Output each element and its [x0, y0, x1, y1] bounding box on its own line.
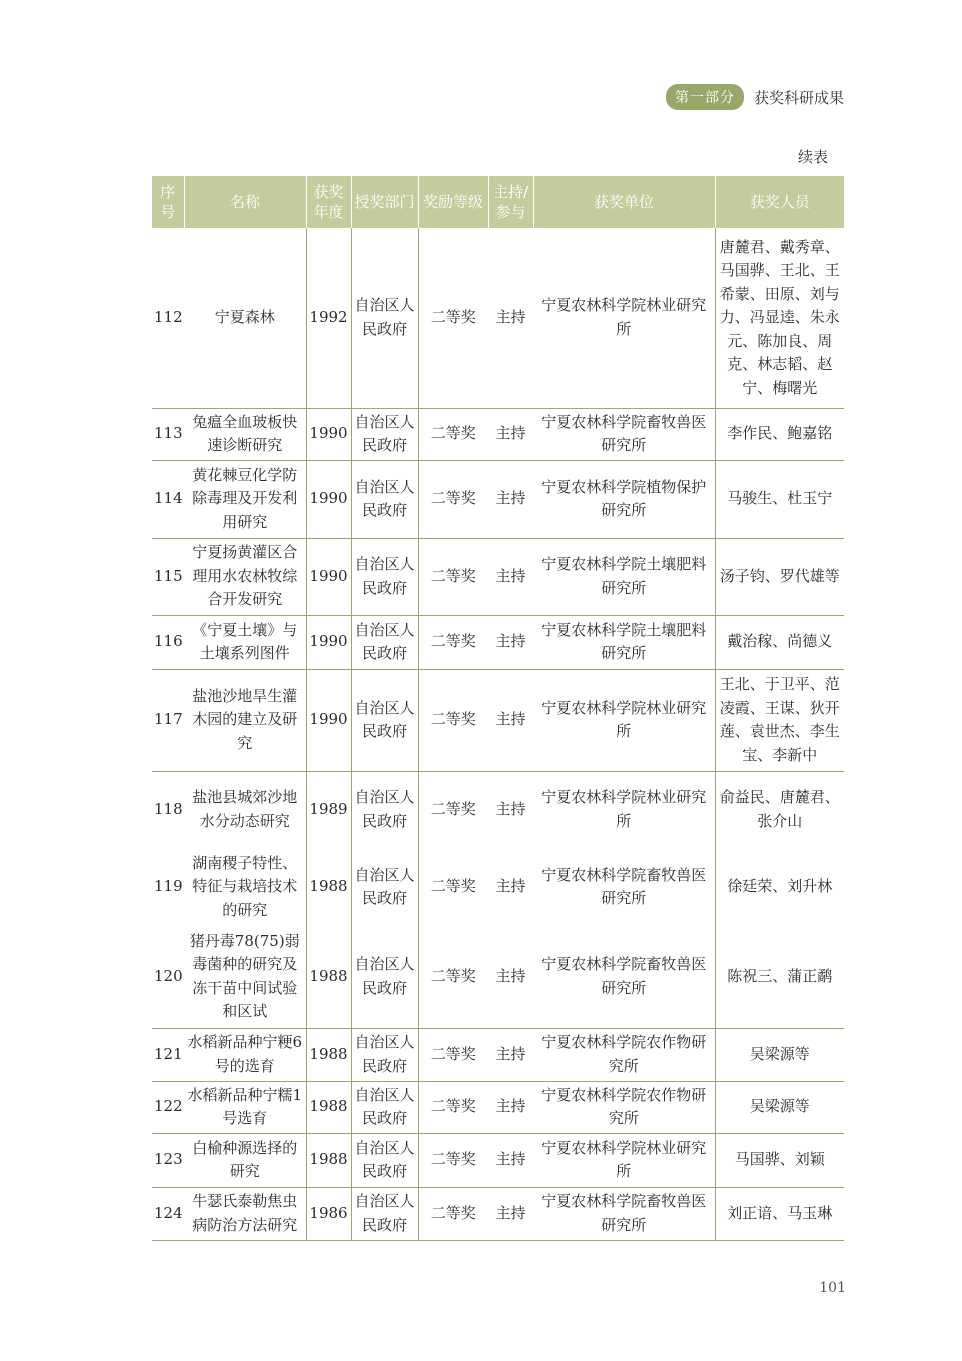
col-header: 授奖部门 [351, 176, 418, 228]
personnel: 马国骅、刘颖 [715, 1133, 844, 1187]
project-name: 水稻新品种宁糯1号选育 [184, 1081, 306, 1133]
award-year: 1990 [306, 408, 351, 460]
project-name: 宁夏森林 [184, 228, 306, 408]
award-year: 1988 [306, 1133, 351, 1187]
unit: 宁夏农林科学院畜牧兽医研究所 [541, 865, 707, 907]
award-level: 二等奖 [418, 1028, 488, 1081]
role: 主持 [488, 538, 533, 615]
row-number: 119 [154, 877, 183, 896]
project-name: 兔瘟全血玻板快速诊断研究 [184, 408, 306, 460]
unit: 宁夏农林科学院农作物研究所 [533, 1028, 715, 1081]
table-row [152, 926, 844, 1028]
personnel: 李作民、鲍嘉铭 [715, 408, 844, 460]
running-header [666, 84, 844, 110]
table-row [152, 1028, 844, 1081]
unit: 宁夏农林科学院林业研究所 [533, 228, 715, 408]
row-number: 114 [152, 460, 184, 538]
award-year: 1988 [306, 926, 351, 1028]
project-name: 白榆种源选择的研究 [184, 1133, 306, 1187]
table-row [152, 1133, 844, 1187]
row-number: 122 [152, 1081, 184, 1133]
award-year: 1988 [306, 1028, 351, 1081]
awarding-body: 自治区人民政府 [351, 615, 418, 669]
unit: 宁夏农林科学院林业研究所 [533, 669, 715, 771]
unit: 宁夏农林科学院畜牧兽医研究所 [533, 408, 715, 460]
project-name: 《宁夏土壤》与土壤系列图件 [184, 615, 306, 669]
award-level: 二等奖 [418, 228, 488, 408]
role: 主持 [488, 408, 533, 460]
page-number: 101 [819, 1280, 846, 1296]
project-name: 盐池沙地旱生灌木园的建立及研究 [184, 669, 306, 771]
award-year: 1990 [306, 615, 351, 669]
award-level: 二等奖 [418, 1081, 488, 1133]
award-year: 1990 [306, 538, 351, 615]
continued-label: 续表 [797, 148, 828, 166]
role: 主持 [488, 228, 533, 408]
award-level: 二等奖 [418, 669, 488, 771]
personnel: 汤子钧、罗代雄等 [715, 538, 844, 615]
project-name: 湖南稷子特性、特征与栽培技术的研究 [192, 853, 298, 919]
award-level: 二等奖 [418, 771, 488, 848]
role: 主持 [488, 615, 533, 669]
personnel: 王北、于卫平、范凌霞、王谋、狄开莲、袁世杰、李生宝、李新中 [715, 669, 844, 771]
unit: 宁夏农林科学院畜牧兽医研究所 [533, 1187, 715, 1240]
award-level: 二等奖 [418, 1187, 488, 1240]
project-name: 盐池县城郊沙地水分动态研究 [192, 788, 298, 830]
personnel: 徐廷荣、刘升林 [715, 848, 844, 926]
table-row [152, 460, 844, 538]
award-year: 1986 [306, 1187, 351, 1240]
awarding-body: 自治区人民政府 [351, 1133, 418, 1187]
col-header: 获奖人员 [715, 176, 844, 228]
awarding-body: 自治区人民政府 [351, 1187, 418, 1240]
unit: 宁夏农林科学院林业研究所 [533, 1133, 715, 1187]
role: 主持 [488, 1187, 533, 1240]
award-year: 1992 [306, 228, 351, 408]
table-row [152, 669, 844, 771]
project-name: 宁夏扬黄灌区合理用水农林牧综合开发研究 [184, 538, 306, 615]
row-number: 117 [152, 669, 184, 771]
unit: 宁夏农林科学院林业研究所 [541, 788, 707, 830]
awards-table [152, 176, 844, 1241]
award-year: 1990 [306, 669, 351, 771]
row-number: 124 [152, 1187, 184, 1240]
awarding-body: 自治区人民政府 [351, 538, 418, 615]
personnel: 陈祝三、蒲正鹬 [715, 926, 844, 1028]
awarding-body: 自治区人民政府 [351, 926, 418, 1028]
unit: 宁夏农林科学院土壤肥料研究所 [533, 615, 715, 669]
personnel: 吴梁源等 [715, 1081, 844, 1133]
unit: 宁夏农林科学院植物保护研究所 [533, 460, 715, 538]
personnel: 吴梁源等 [715, 1028, 844, 1081]
award-year: 1990 [306, 460, 351, 538]
role: 主持 [488, 460, 533, 538]
award-year: 1989 [306, 771, 351, 848]
row-number: 112 [152, 228, 184, 408]
col-header: 获奖单位 [533, 176, 715, 228]
project-name: 水稻新品种宁粳6号的选育 [184, 1028, 306, 1081]
row-number: 121 [152, 1028, 184, 1081]
table-row [152, 408, 844, 460]
role: 主持 [488, 669, 533, 771]
award-level: 二等奖 [418, 1133, 488, 1187]
awarding-body: 自治区人民政府 [351, 848, 418, 926]
unit: 宁夏农林科学院畜牧兽医研究所 [533, 926, 715, 1028]
awarding-body: 自治区人民政府 [351, 460, 418, 538]
table-row [152, 1081, 844, 1133]
role: 主持 [495, 800, 526, 818]
table-row [152, 615, 844, 669]
row-number: 116 [152, 615, 184, 669]
award-year: 1988 [306, 1081, 351, 1133]
personnel: 唐麓君、戴秀章、马国骅、王北、王希蒙、田原、刘与力、冯显逵、朱永元、陈加良、周克、林志韬、赵宁、梅曙光 [715, 228, 844, 408]
awarding-body: 自治区人民政府 [351, 1081, 418, 1133]
table-row [152, 228, 844, 408]
award-level: 二等奖 [418, 848, 488, 926]
project-name: 牛瑟氏泰勒焦虫病防治方法研究 [184, 1187, 306, 1240]
table-row [152, 1187, 844, 1240]
section-title: 获奖科研成果 [753, 88, 844, 107]
award-year: 1988 [306, 848, 351, 926]
table-row [152, 848, 844, 926]
role: 主持 [495, 877, 526, 896]
col-header: 序号 [152, 176, 184, 228]
role: 主持 [488, 1133, 533, 1187]
awarding-body: 自治区人民政府 [351, 669, 418, 771]
col-header: 奖励等级 [418, 176, 488, 228]
award-level: 二等奖 [418, 460, 488, 538]
row-number: 115 [152, 538, 184, 615]
awarding-body: 自治区人民政府 [351, 1028, 418, 1081]
role: 主持 [488, 1028, 533, 1081]
personnel: 戴治稼、尚德义 [715, 615, 844, 669]
awarding-body: 自治区人民政府 [351, 228, 418, 408]
project-name: 黄花棘豆化学防除毒理及开发利用研究 [184, 460, 306, 538]
awarding-body: 自治区人民政府 [351, 771, 418, 848]
row-number: 118 [154, 800, 183, 818]
role: 主持 [488, 926, 533, 1028]
award-level: 二等奖 [418, 538, 488, 615]
project-name: 猪丹毒78(75)弱毒菌种的研究及冻干苗中间试验和区试 [184, 926, 306, 1028]
role: 主持 [488, 1081, 533, 1133]
col-header: 主持/参与 [488, 176, 533, 228]
awarding-body: 自治区人民政府 [351, 408, 418, 460]
part-badge: 第一部分 [666, 84, 744, 110]
unit: 宁夏农林科学院土壤肥料研究所 [533, 538, 715, 615]
row-number: 123 [152, 1133, 184, 1187]
table-row [152, 771, 844, 848]
award-level: 二等奖 [418, 615, 488, 669]
personnel: 俞益民、唐麓君、张介山 [715, 771, 844, 848]
personnel: 刘正谙、马玉琳 [715, 1187, 844, 1240]
award-level: 二等奖 [418, 926, 488, 1028]
personnel: 马骏生、杜玉宁 [715, 460, 844, 538]
table-header-row [152, 176, 844, 228]
col-header: 获奖年度 [306, 176, 351, 228]
unit: 宁夏农林科学院农作物研究所 [533, 1081, 715, 1133]
row-number: 120 [152, 926, 184, 1028]
row-number: 113 [152, 408, 184, 460]
award-level: 二等奖 [418, 408, 488, 460]
table-row [152, 538, 844, 615]
col-header: 名称 [184, 176, 306, 228]
